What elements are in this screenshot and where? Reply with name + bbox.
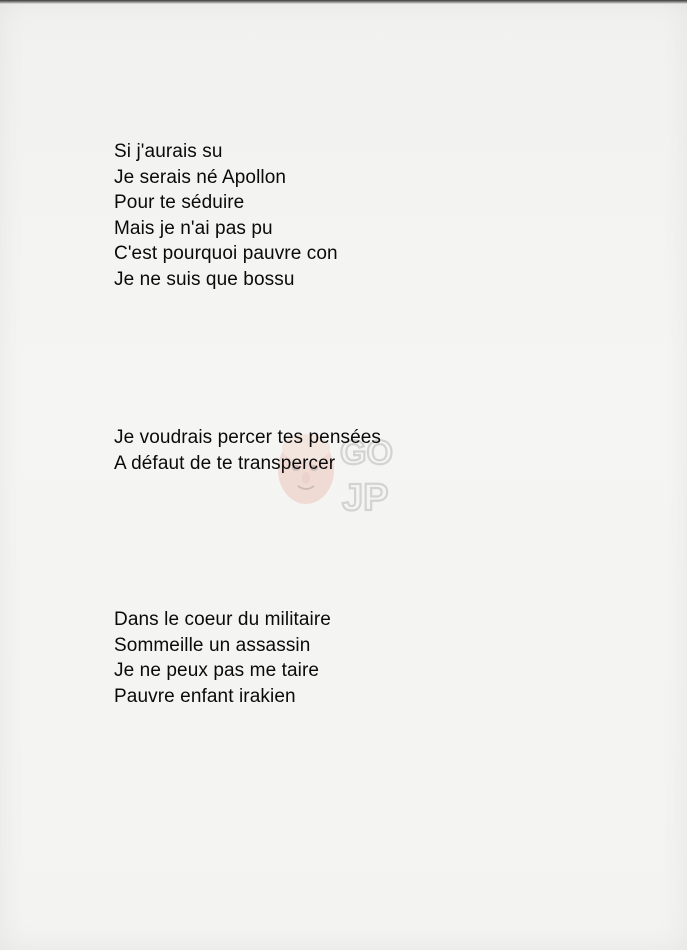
stanza-2 <box>114 425 381 476</box>
poem-line: A défaut de te transpercer <box>114 452 336 474</box>
poem-line: Si j'aurais su <box>114 141 223 162</box>
stanza-3 <box>114 607 331 709</box>
poem-line: Mais je n'ai pas pu <box>114 217 273 239</box>
poem-line: Pauvre enfant irakien <box>114 685 296 707</box>
poem-line: Dans le coeur du militaire <box>114 609 331 630</box>
poem-line: Je serais né Apollon <box>114 166 287 188</box>
stanza-1 <box>114 139 338 292</box>
scan-top-edge <box>0 0 687 4</box>
poem-line: Sommeille un assassin <box>114 634 311 656</box>
watermark-initials-top: GO <box>340 434 393 472</box>
poem-line: Je ne suis que bossu <box>114 268 295 290</box>
poem-line: Pour te séduire <box>114 192 245 213</box>
poem-line: C'est pourquoi pauvre con <box>114 243 338 264</box>
watermark-initials-bottom: JP <box>342 477 389 519</box>
poem-line: Je voudrais percer tes pensées <box>114 427 382 448</box>
poem-line: Je ne peux pas me taire <box>114 660 320 681</box>
